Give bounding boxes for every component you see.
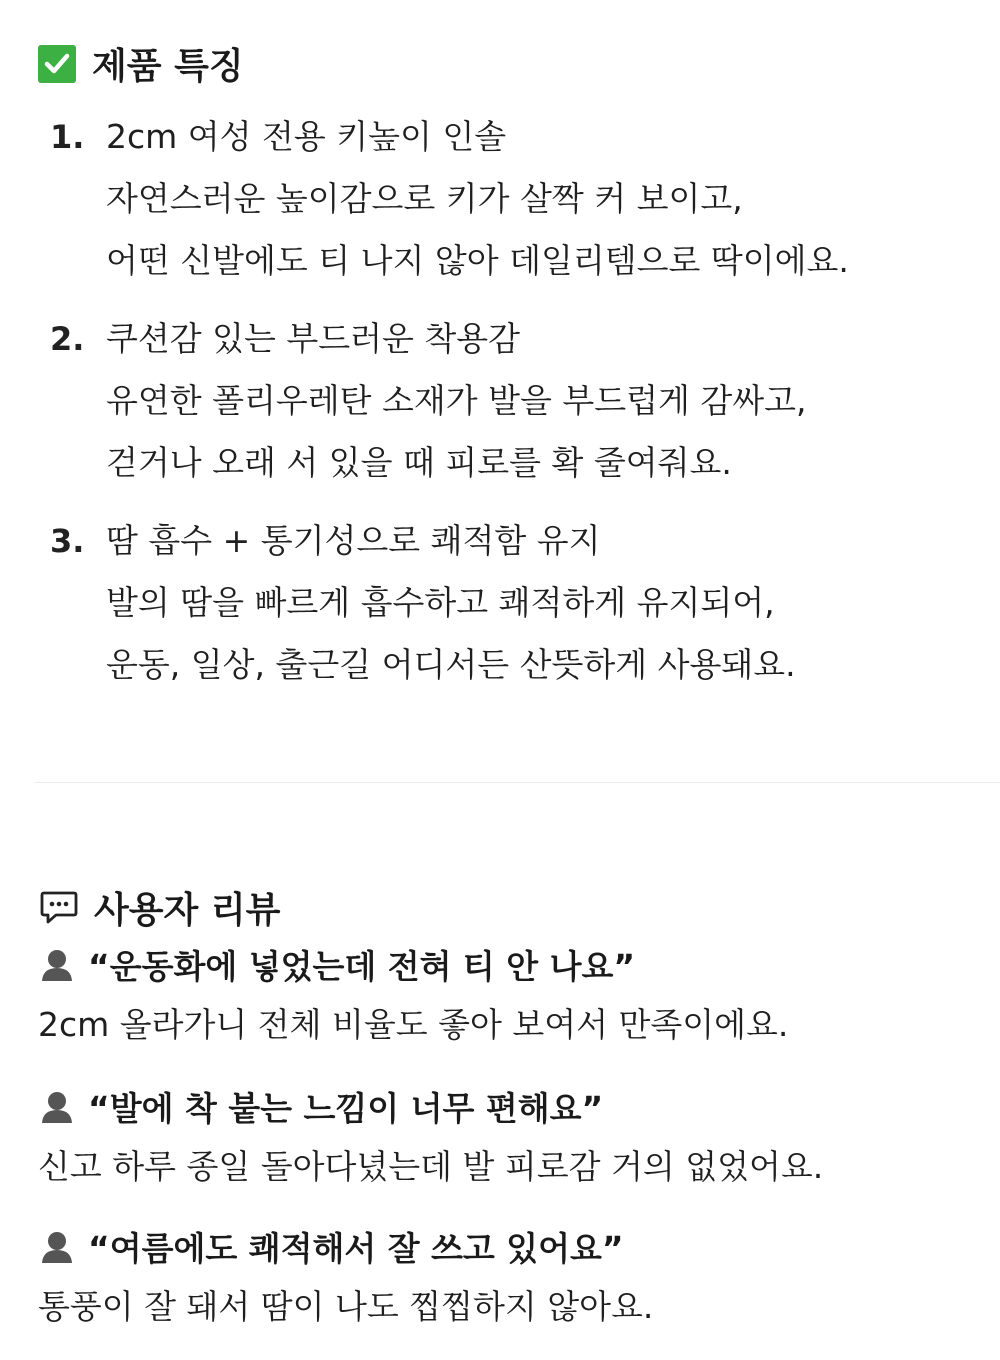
feature-description-line: 어떤 신발에도 티 나지 않아 데일리템으로 딱이에요. (106, 241, 849, 280)
review-item (38, 1216, 978, 1338)
feature-title: 땀 흡수 + 통기성으로 쾌적함 유지 (106, 521, 601, 560)
review-body: 통풍이 잘 돼서 땀이 나도 찝찝하지 않아요. (38, 1287, 654, 1326)
person-icon (38, 945, 76, 983)
feature-title: 2cm 여성 전용 키높이 인솔 (106, 117, 507, 156)
check-mark-icon (38, 45, 76, 83)
review-quote: “여름에도 쾌적해서 잘 쓰고 있어요” (88, 1228, 624, 1268)
feature-description-line: 발의 땀을 빠르게 흡수하고 쾌적하게 유지되어, (106, 583, 775, 622)
speech-bubble-icon (38, 887, 80, 929)
reviews-heading-text: 사용자 리뷰 (94, 890, 281, 931)
review-quote: “발에 착 붙는 느낌이 너무 편해요” (88, 1088, 604, 1128)
features-heading-text: 제품 특징 (92, 46, 244, 87)
feature-description-line: 운동, 일상, 출근길 어디서든 산뜻하게 사용돼요. (106, 645, 796, 684)
feature-number: 1. (50, 118, 85, 156)
feature-number: 2. (50, 320, 85, 358)
features-heading (38, 38, 244, 89)
review-quote: “운동화에 넣었는데 전혀 티 안 나요” (88, 946, 636, 986)
feature-title: 쿠션감 있는 부드러운 착용감 (106, 319, 521, 358)
review-item (38, 1076, 978, 1198)
review-item (38, 934, 978, 1056)
feature-description-line: 유연한 폴리우레탄 소재가 발을 부드럽게 감싸고, (106, 381, 807, 420)
feature-description-line: 걷거나 오래 서 있을 때 피로를 확 줄여줘요. (106, 443, 732, 482)
review-body: 2cm 올라가니 전체 비율도 좋아 보여서 만족이에요. (38, 1005, 789, 1044)
section-divider (34, 782, 1000, 783)
reviews-heading (38, 882, 280, 933)
feature-number: 3. (50, 522, 85, 560)
review-body: 신고 하루 종일 돌아다녔는데 발 피로감 거의 없었어요. (38, 1147, 824, 1186)
feature-description-line: 자연스러운 높이감으로 키가 살짝 커 보이고, (106, 179, 743, 218)
person-icon (38, 1087, 76, 1125)
person-icon (38, 1227, 76, 1265)
